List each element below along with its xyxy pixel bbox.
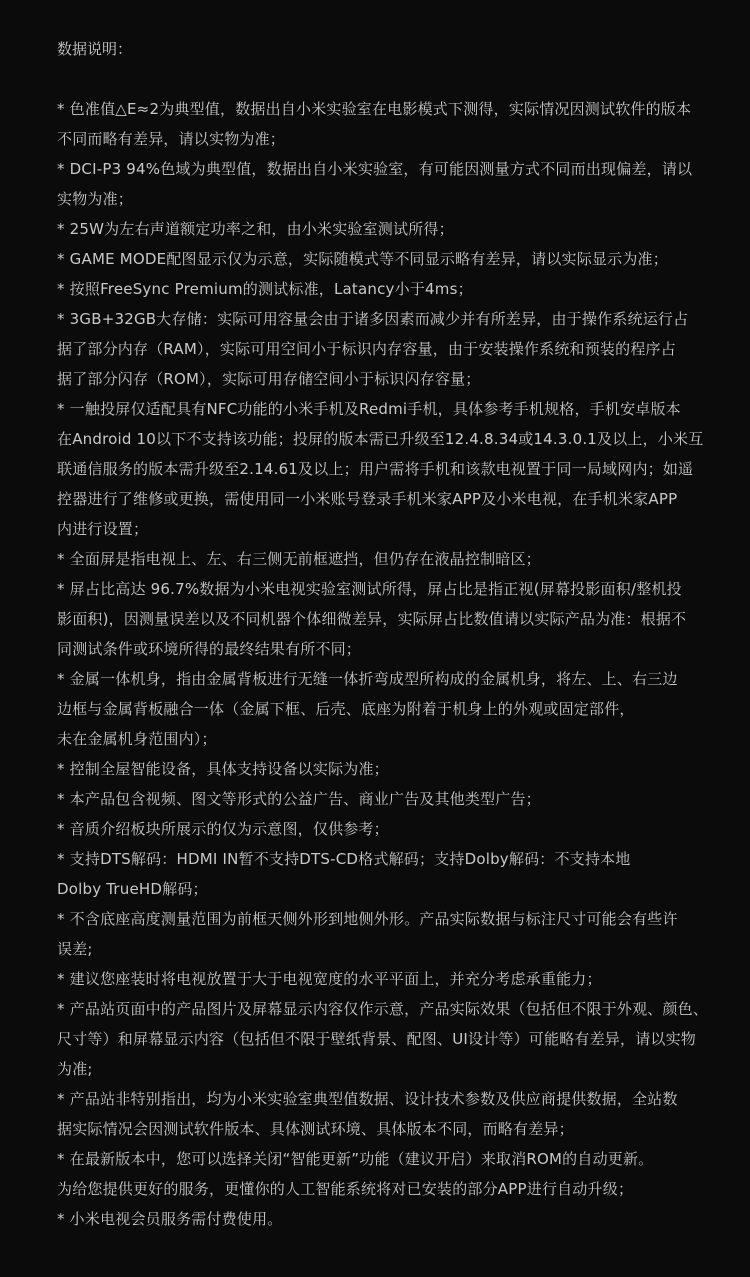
note-line: 为准; bbox=[57, 1060, 93, 1078]
note-item bbox=[57, 244, 698, 274]
page-title: 数据说明： bbox=[57, 40, 133, 58]
note-line: 实物为准； bbox=[57, 190, 134, 208]
note-line: * 在最新版本中，您可以选择关闭“智能更新”功能（建议开启）来取消ROM的自动更新。 bbox=[57, 1150, 654, 1168]
note-line: * 建议您座装时将电视放置于大于电视宽度的水平平面上，并充分考虑承重能力； bbox=[57, 970, 602, 988]
note-line: * 一触投屏仅适配具有NFC功能的小米手机及Redmi手机，具体参考手机规格，手机安卓版本 bbox=[57, 400, 681, 418]
note-line: * 色准值△E≈2为典型值，数据出自小米实验室在电影模式下测得，实际情况因测试软件的版本 bbox=[57, 100, 692, 118]
note-line: 未在金属机身范围内）； bbox=[57, 730, 217, 748]
note-line: 尺寸等）和屏幕显示内容（包括但不限于壁纸背景、配图、UI设计等）可能略有差异，请以实物 bbox=[57, 1030, 697, 1048]
note-line: 控器进行了维修或更换，需使用同一小米账号登录手机米家APP及小米电视，在手机米家APP bbox=[57, 490, 678, 508]
note-item bbox=[57, 274, 698, 304]
note-item bbox=[57, 1084, 698, 1144]
note-line: * 小米电视会员服务需付费使用。 bbox=[57, 1210, 283, 1228]
note-line: 在Android 10以下不支持该功能；投屏的版本需已升级至12.4.8.34或14.3.0.1及以上，小米互 bbox=[57, 430, 704, 448]
note-item bbox=[57, 904, 698, 964]
note-item bbox=[57, 994, 709, 1084]
note-line: * 支持DTS解码：HDMI IN暂不支持DTS-CD格式解码；支持Dolby解码：不支持本地 bbox=[57, 850, 631, 868]
note-line: * 音质介绍板块所展示的仅为示意图，仅供参考； bbox=[57, 820, 389, 838]
note-line: * 不含底座高度测量范围为前框天侧外形到地侧外形。产品实际数据与标注尺寸可能会有些许 bbox=[57, 910, 678, 928]
note-line: Dolby TrueHD解码； bbox=[57, 880, 208, 898]
note-line: 据实际情况会因测试软件版本、具体测试环境、具体版本不同，而略有差异； bbox=[57, 1120, 574, 1138]
note-line: * 金属一体机身，指由金属背板进行无缝一体折弯成型所构成的金属机身，将左、上、右三边 bbox=[57, 670, 678, 688]
note-line: * 屏占比高达 96.7%数据为小米电视实验室测试所得，屏占比是指正视(屏幕投影面积/整机投 bbox=[57, 580, 682, 598]
note-line: 为给您提供更好的服务，更懂你的人工智能系统将对已安装的部分APP进行自动升级； bbox=[57, 1180, 634, 1198]
note-line: * 控制全屋智能设备，具体支持设备以实际为准； bbox=[57, 760, 389, 778]
note-item bbox=[57, 1204, 698, 1234]
note-item bbox=[57, 304, 698, 394]
note-line: 影面积)，因测量误差以及不同机器个体细微差异，实际屏占比数值请以实际产品为准：根据不 bbox=[57, 610, 687, 628]
note-item bbox=[57, 664, 698, 754]
note-item bbox=[57, 814, 698, 844]
note-line: 联通信服务的版本需升级至2.14.61及以上；用户需将手机和该款电视置于同一局域网内；如遥 bbox=[57, 460, 694, 478]
note-line: * 25W为左右声道额定功率之和，由小米实验室测试所得； bbox=[57, 220, 454, 238]
note-item bbox=[57, 964, 698, 994]
note-item bbox=[57, 1144, 698, 1204]
note-item bbox=[57, 394, 704, 544]
note-item bbox=[57, 154, 698, 214]
note-item bbox=[57, 544, 698, 574]
note-line: 内进行设置； bbox=[57, 520, 149, 538]
note-line: * 本产品包含视频、图文等形式的公益广告、商业广告及其他类型广告； bbox=[57, 790, 541, 808]
note-line: * DCI-P3 94%色域为典型值，数据出自小米实验室，有可能因测量方式不同而出现偏差，请以 bbox=[57, 160, 693, 178]
note-line: * 按照FreeSync Premium的测试标准，Latancy小于4ms； bbox=[57, 280, 473, 298]
note-line: 不同而略有差异，请以实物为准； bbox=[57, 130, 286, 148]
note-line: 边框与金属背板融合一体（金属下框、后壳、底座为附着于机身上的外观或固定部件， bbox=[57, 700, 635, 718]
note-line: * GAME MODE配图显示仅为示意，实际随模式等不同显示略有差异，请以实际显示为准； bbox=[57, 250, 668, 268]
note-item bbox=[57, 784, 698, 814]
note-line: * 全面屏是指电视上、左、右三侧无前框遮挡，但仍存在液晶控制暗区； bbox=[57, 550, 541, 568]
note-line: 误差; bbox=[57, 940, 93, 958]
note-item bbox=[57, 754, 698, 784]
notes-list bbox=[57, 94, 709, 1234]
note-line: * 产品站非特别指出，均为小米实验室典型值数据、设计技术参数及供应商提供数据，全站数 bbox=[57, 1090, 678, 1108]
note-line: * 产品站页面中的产品图片及屏幕显示内容仅作示意，产品实际效果（包括但不限于外观、颜色、 bbox=[57, 1000, 709, 1018]
note-item bbox=[57, 844, 698, 904]
note-line: 据了部分内存（RAM），实际可用空间小于标识内存容量，由于安装操作系统和预装的程序占 bbox=[57, 340, 676, 358]
note-line: * 3GB+32GB大存储：实际可用容量会由于诸多因素而减少并有所差异，由于操作系统运行占 bbox=[57, 310, 689, 328]
note-item bbox=[57, 94, 698, 154]
note-line: 同测试条件或环境所得的最终结果有所不同； bbox=[57, 640, 362, 658]
note-line: 据了部分闪存（ROM），实际可用存储空间小于标识闪存容量； bbox=[57, 370, 481, 388]
note-item bbox=[57, 214, 698, 244]
note-item bbox=[57, 574, 698, 664]
